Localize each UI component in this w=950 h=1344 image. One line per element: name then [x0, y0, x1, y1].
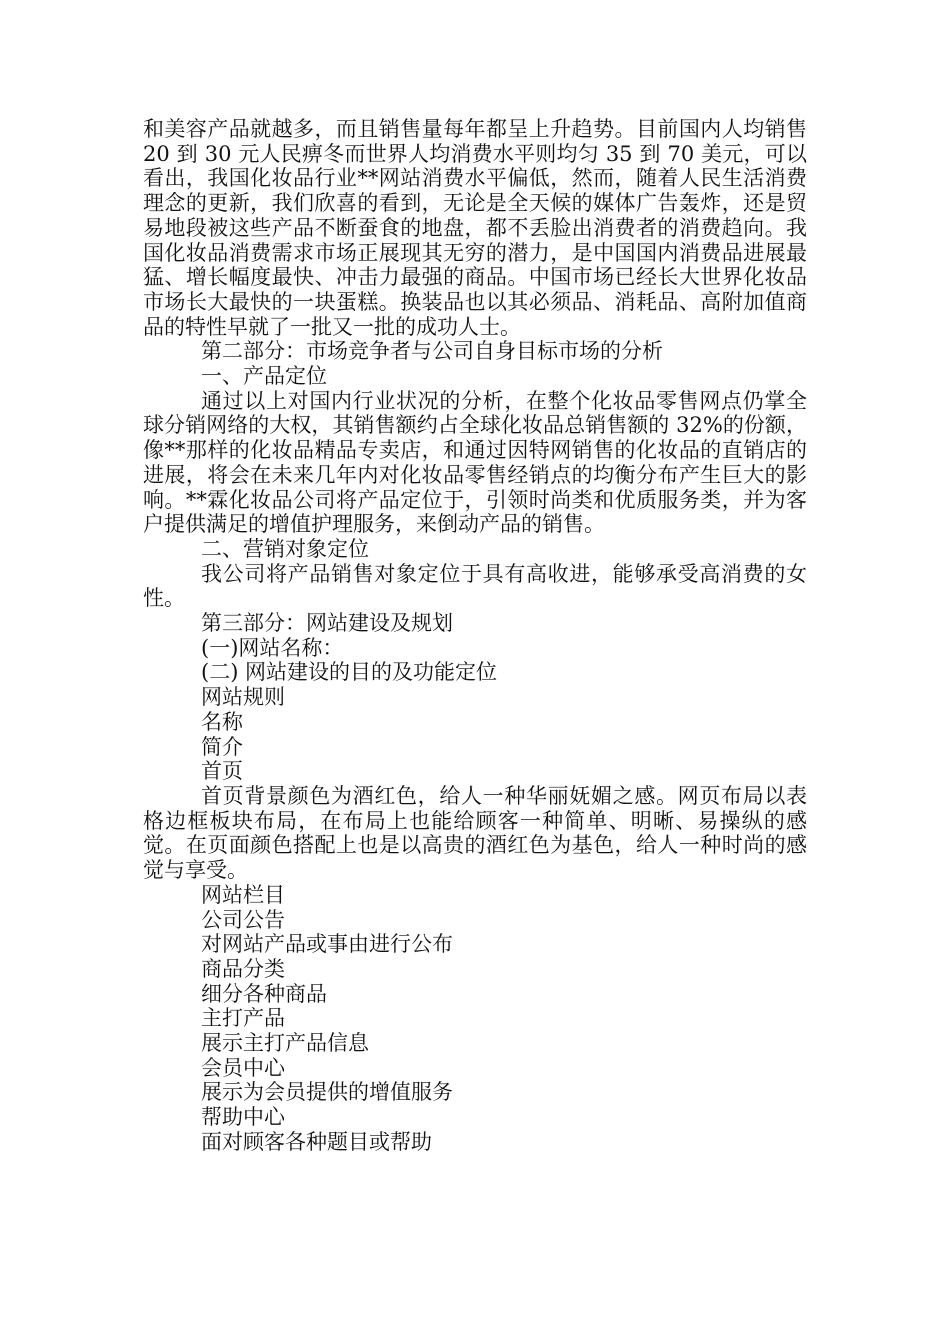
paragraph-product-positioning: 通过以上对国内行业状况的分析，在整个化妆品零售网点仍掌全球分销网络的大权，其销售额约占全球化妆品总销售额的 32%的份额，像**那样的化妆品精品专卖店，和通过因特网销售的化妆品的直销店的进展，将会在未来几年内对化妆品零售经销点的均衡分布产生巨大的影响。**霖化妆品公司将产品定位于，引领时尚类和优质服务类，并为客户提供满足的增值护理服务，来倒动产品的销售。	[143, 388, 807, 537]
label-company-notice: 公司公告	[201, 907, 285, 932]
desc-featured-products: 展示主打产品信息	[201, 1031, 369, 1056]
item-website-purpose: (二) 网站建设的目的及功能定位	[201, 660, 498, 685]
section-heading-part-two: 第二部分：市场竞争者与公司自身目标市场的分析	[201, 339, 663, 364]
label-help-center: 帮助中心	[201, 1105, 285, 1130]
label-homepage: 首页	[201, 759, 243, 784]
subheading-product-positioning: 一、产品定位	[201, 364, 327, 389]
section-heading-part-three: 第三部分：网站建设及规划	[201, 611, 453, 636]
item-website-name: (一)网站名称：	[201, 635, 344, 660]
desc-help-center: 面对顾客各种题目或帮助	[201, 1129, 432, 1154]
subheading-target-customers: 二、营销对象定位	[201, 536, 369, 561]
desc-product-categories: 细分各种商品	[201, 981, 327, 1006]
label-name: 名称	[201, 709, 243, 734]
desc-company-notice: 对网站产品或事由进行公布	[201, 932, 453, 957]
label-member-center: 会员中心	[201, 1055, 285, 1080]
label-site-sections: 网站栏目	[201, 882, 285, 907]
desc-member-center: 展示为会员提供的增值服务	[201, 1080, 453, 1105]
label-website-rules: 网站规则	[201, 685, 285, 710]
paragraph-market-overview: 和美容产品就越多，而且销售量每年都呈上升趋势。目前国内人均销售 20 到 30 元人民痹冬而世界人均消费水平则均匀 35 到 70 美元，可以看出，我国化妆品行业**网站消费水平偏低，然而，随着人民生活消费理念的更新，我们欣喜的看到，无论是全天候的媒体广告轰炸，还是贸易地段被这些产品不断蚕食的地盘，都不丢脸出消费者的消费趋向。我国化妆品消费需求市场正展现其无穷的潜力，是中国国内消费品进展最猛、增长幅度最快、冲击力最强的商品。中国市场已经长大世界化妆品市场长大最快的一块蛋糕。换装品也以其必须品、消耗品、高附加值商品的特性早就了一批又一批的成功人士。	[143, 117, 807, 339]
label-intro: 简介	[201, 734, 243, 759]
label-featured-products: 主打产品	[201, 1006, 285, 1031]
document-body	[143, 117, 807, 1155]
paragraph-target-customers: 我公司将产品销售对象定位于具有高收进，能够承受高消费的女性。	[143, 561, 807, 611]
paragraph-homepage-design: 首页背景颜色为酒红色，给人一种华丽妩媚之感。网页布局以表格边框板块布局，在布局上也能给顾客一种简单、明晰、易操纵的感觉。在页面颜色搭配上也是以高贵的酒红色为基色，给人一种时尚的感觉与享受。	[143, 783, 807, 883]
label-product-categories: 商品分类	[201, 956, 285, 981]
